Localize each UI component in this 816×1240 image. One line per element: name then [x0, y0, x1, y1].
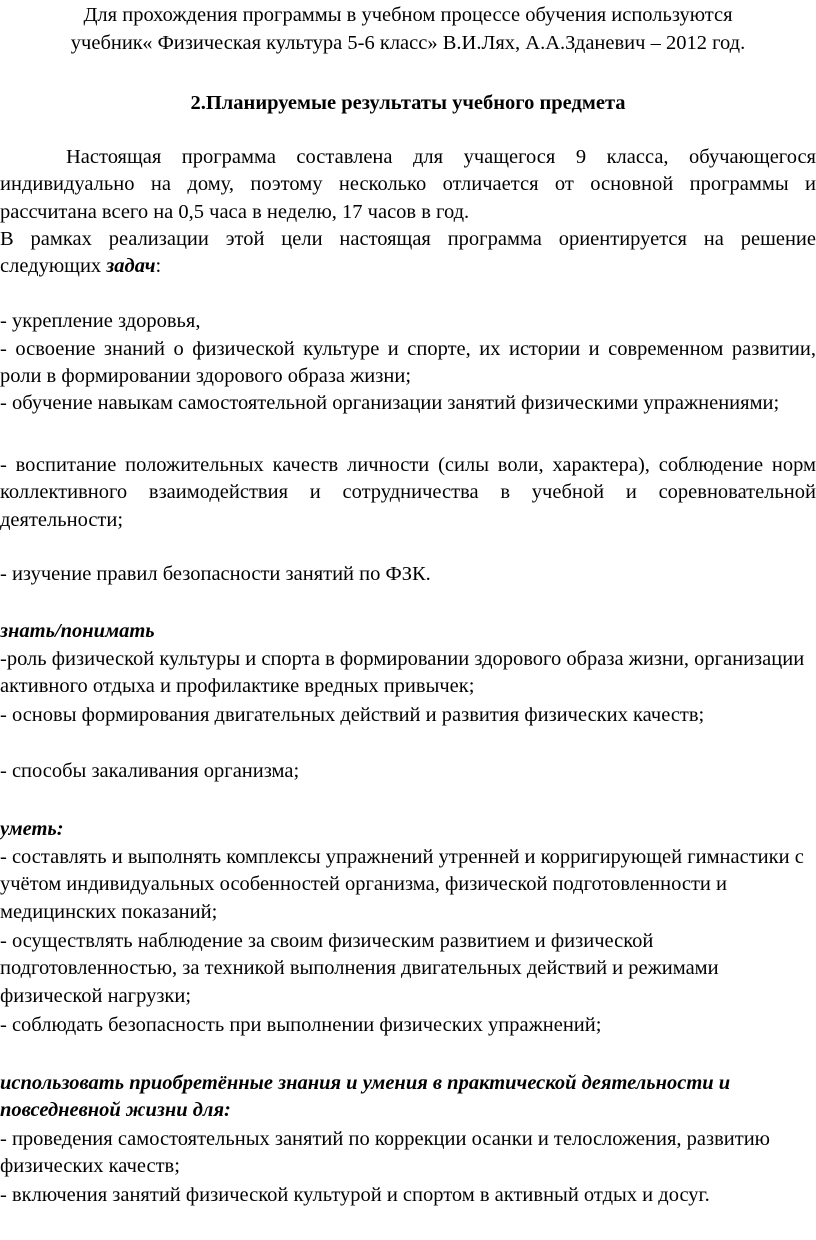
tasks-word: задач	[106, 255, 156, 278]
know-item: - основы формирования двигательных действий и развития физических качеств;	[0, 704, 705, 726]
intro-line-2: учебник« Физическая культура 5-6 класс» В.И.Лях, А.А.Зданевич – 2012 год.	[70, 32, 746, 54]
task-item: - изучение правил безопасности занятий по ФЗК.	[0, 563, 431, 585]
task-item: - укрепление здоровья,	[0, 310, 201, 332]
intro-paragraph: Настоящая программа составлена для учащегося 9 класса, обучающегося индивидуально на дому, поэтому несколько отличается от основной программы и рассчитана всего на 0,5 часа в неделю, 17 часов в год.	[0, 146, 816, 223]
know-item: - способы закаливания организма;	[0, 760, 300, 782]
task-item: - освоение знаний о физической культуре и спорте, их истории и современном развитии, роли в формировании здорового образа жизни;	[0, 338, 816, 388]
can-item: - осуществлять наблюдение за своим физическим развитием и физической подготовленностью, за техникой выполнения двигательных действий и режимами физической нагрузки;	[0, 930, 719, 1007]
can-item: - составлять и выполнять комплексы упражнений утренней и корригирующей гимнастики с учётом индивидуальных особенностей организма, физической подготовленности и медицинских показаний;	[0, 846, 804, 923]
task-item: - воспитание положительных качеств личности (силы воли, характера), соблюдение норм коллективного взаимодействия и сотрудничества в учебной и соревновательной деятельности;	[0, 454, 816, 531]
use-item: - проведения самостоятельных занятий по коррекции осанки и телосложения, развитию физических качеств;	[0, 1128, 770, 1178]
use-item: - включения занятий физической культурой и спортом в активный отдых и досуг.	[0, 1184, 710, 1206]
goal-paragraph	[0, 226, 816, 281]
goal-paragraph-colon: :	[155, 255, 162, 278]
task-item: - обучение навыкам самостоятельной организации занятий физическими упражнениями;	[0, 392, 780, 414]
can-heading: уметь:	[0, 818, 64, 840]
know-item: -роль физической культуры и спорта в формировании здорового образа жизни, организации активного отдыха и профилактике вредных привычек;	[0, 648, 805, 698]
section-title: 2.Планируемые результаты учебного предмета	[190, 92, 626, 114]
goal-paragraph-text: В рамках реализации этой цели настоящая программа ориентируется на решение следующих	[0, 228, 816, 278]
know-heading: знать/понимать	[0, 620, 155, 642]
use-heading: использовать приобретённые знания и умения в практической деятельности и повседневной жизни для:	[0, 1072, 731, 1122]
can-item: - соблюдать безопасность при выполнении физических упражнений;	[0, 1014, 602, 1036]
intro-line-1: Для прохождения программы в учебном процессе обучения используются	[83, 4, 733, 26]
